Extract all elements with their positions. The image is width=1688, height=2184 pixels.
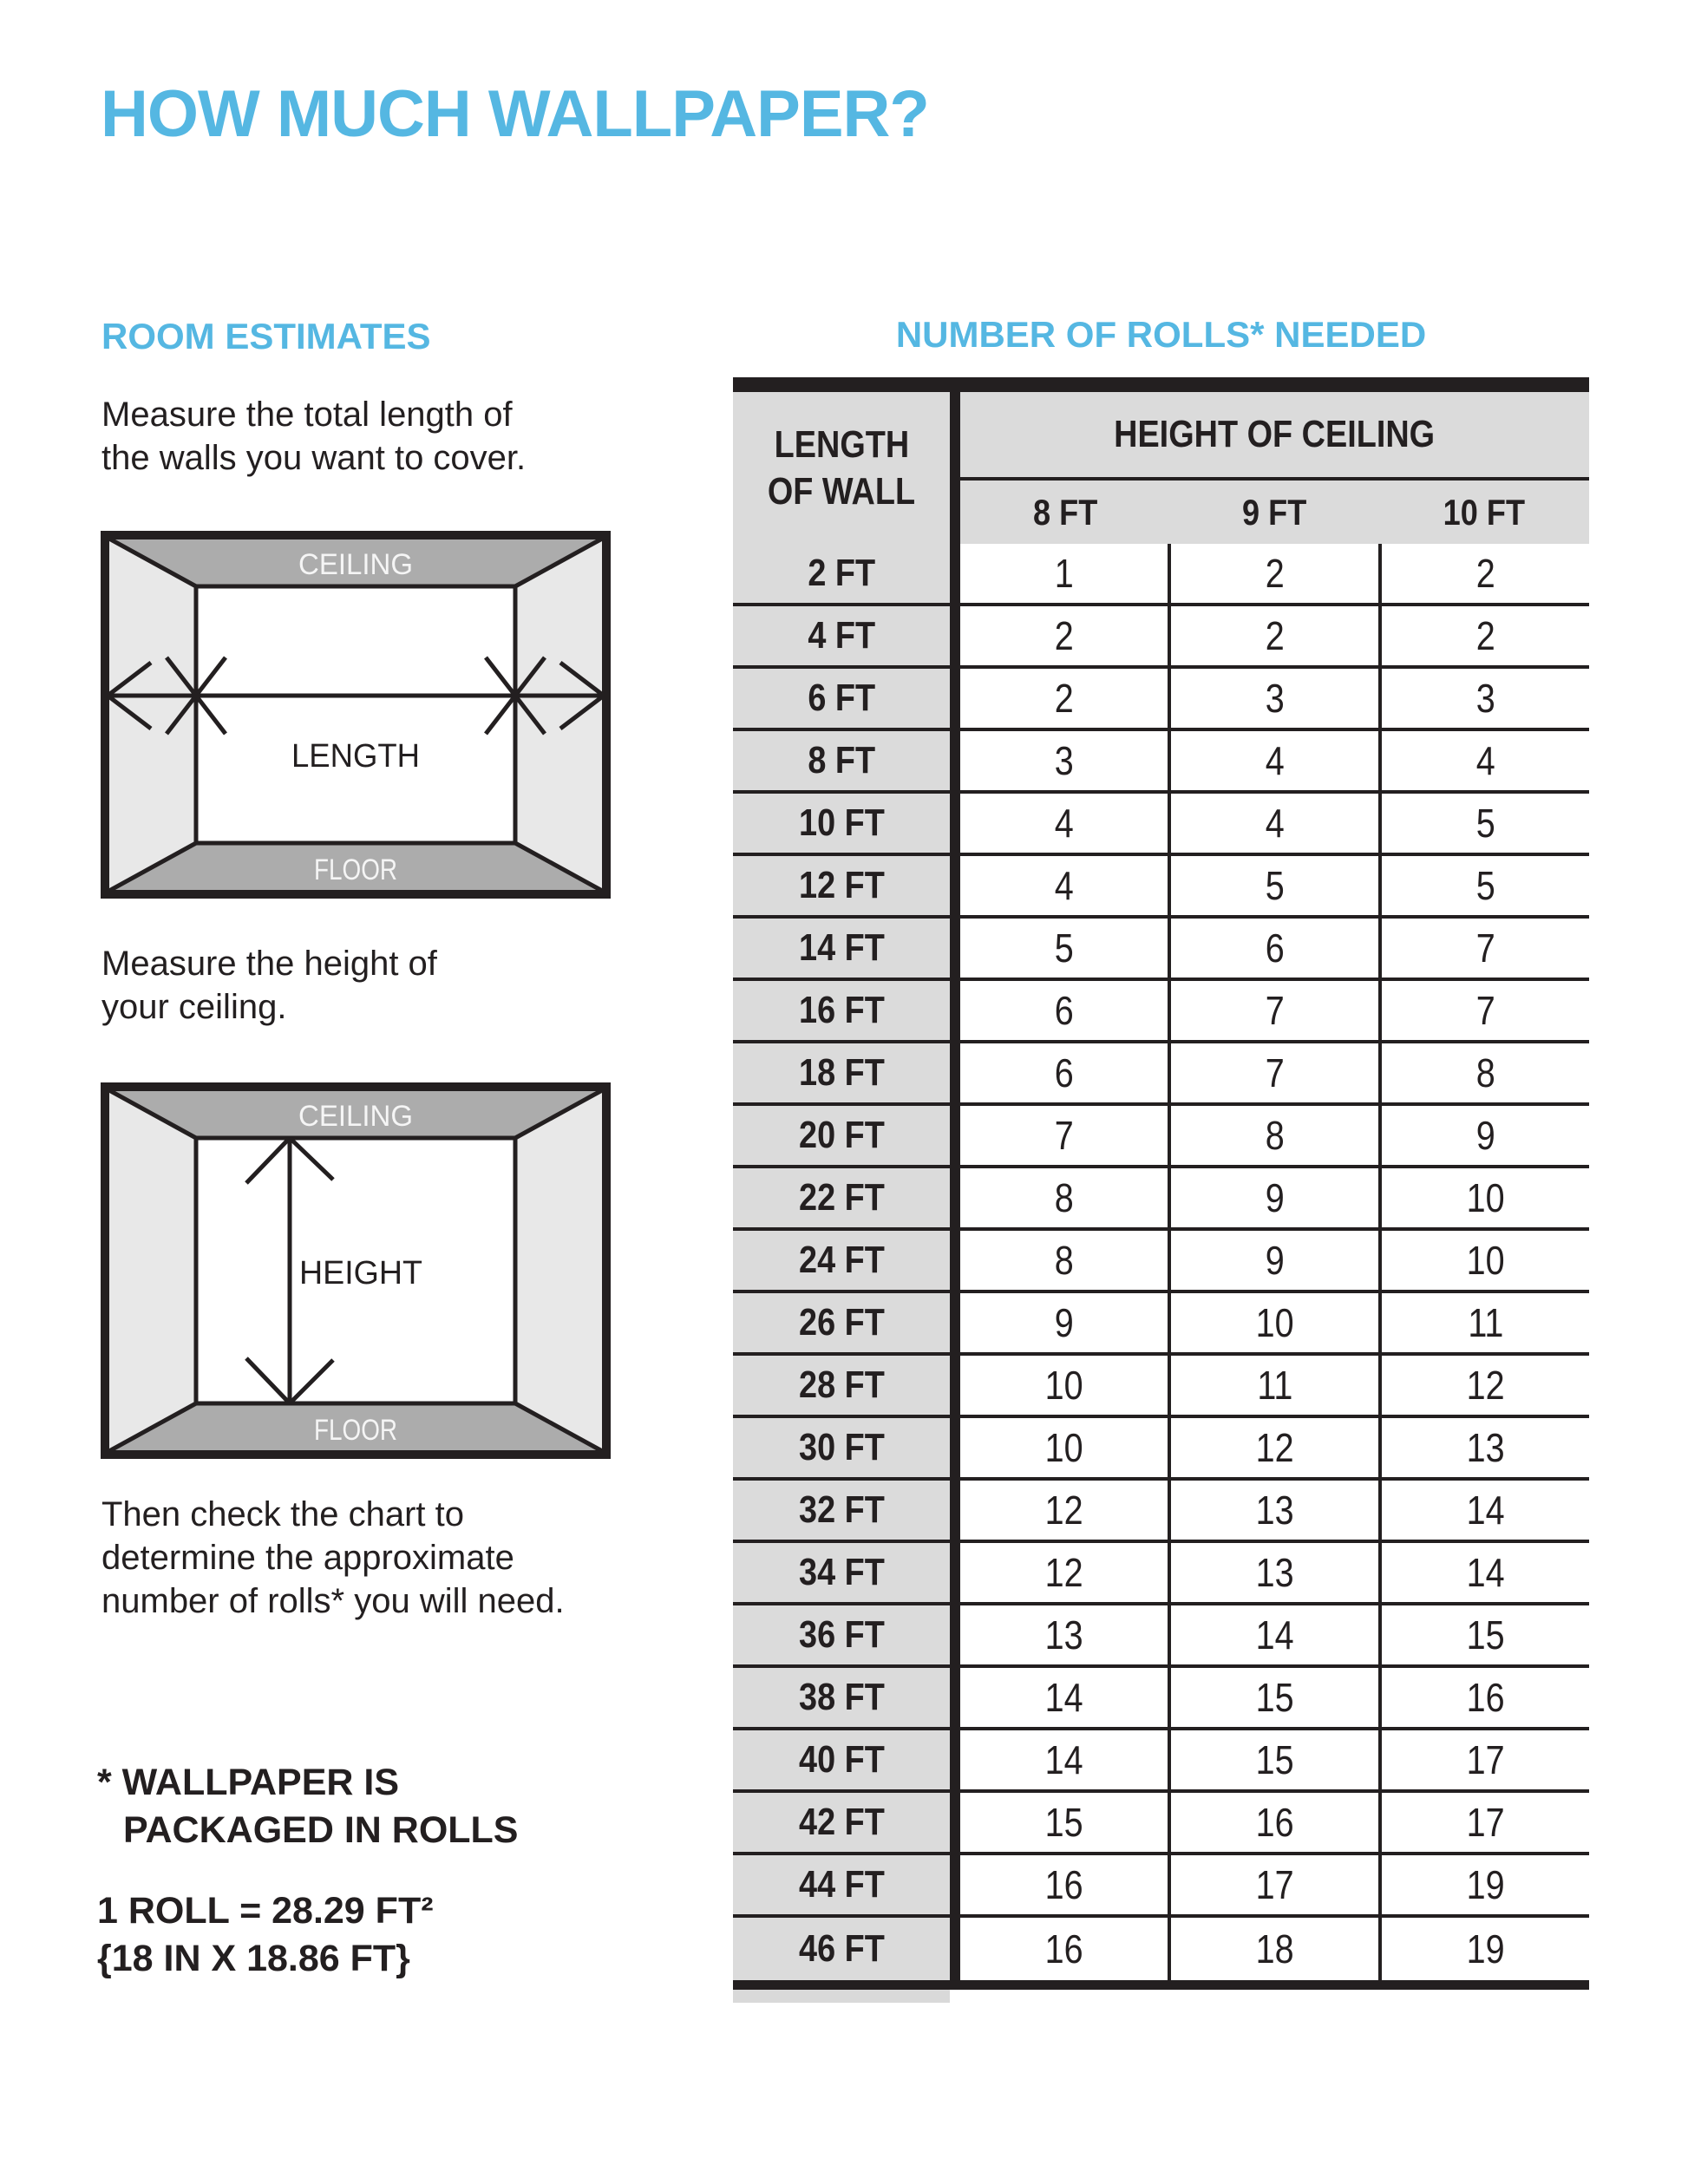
- instruction-length: [101, 393, 526, 480]
- wall-length-cell: 18 FT: [733, 1043, 950, 1102]
- instruction-chart-line2: determine the approximate: [101, 1539, 514, 1577]
- rolls-cell-10ft: 5: [1378, 856, 1589, 915]
- wall-length-cell: 16 FT: [733, 981, 950, 1040]
- wall-length-cell: 12 FT: [733, 856, 950, 915]
- table-row: [733, 1043, 1589, 1106]
- table-row: [733, 981, 1589, 1043]
- rolls-cell-10ft: 19: [1378, 1855, 1589, 1914]
- rolls-cell-8ft: 10: [960, 1356, 1168, 1415]
- instruction-chart-line3: number of rolls* you will need.: [101, 1582, 565, 1620]
- table-vertical-divider: [950, 377, 960, 1990]
- rolls-table: [733, 377, 1589, 2004]
- table-row: [733, 1855, 1589, 1918]
- wall-length-cell: 34 FT: [733, 1543, 950, 1602]
- rolls-cell-9ft: 9: [1168, 1231, 1378, 1290]
- rolls-cell-10ft: 12: [1378, 1356, 1589, 1415]
- rolls-cell-9ft: 7: [1168, 981, 1378, 1040]
- wall-length-cell: 32 FT: [733, 1481, 950, 1540]
- wall-length-cell: 42 FT: [733, 1793, 950, 1852]
- instruction-chart-line1: Then check the chart to: [101, 1495, 465, 1533]
- wall-length-cell: 14 FT: [733, 919, 950, 978]
- wall-length-cell: 22 FT: [733, 1168, 950, 1227]
- table-row: [733, 606, 1589, 669]
- rolls-cell-9ft: 15: [1168, 1730, 1378, 1789]
- rolls-cell-9ft: 14: [1168, 1605, 1378, 1664]
- rolls-cell-10ft: 14: [1378, 1481, 1589, 1540]
- rolls-cell-10ft: 10: [1378, 1168, 1589, 1227]
- rolls-cell-9ft: 5: [1168, 856, 1378, 915]
- rolls-footnote-line2: PACKAGED IN ROLLS: [123, 1809, 519, 1851]
- rolls-footnote-line1: * WALLPAPER IS: [97, 1762, 400, 1803]
- table-row: [733, 1481, 1589, 1543]
- rolls-cell-9ft: 13: [1168, 1543, 1378, 1602]
- rolls-cell-8ft: 10: [960, 1418, 1168, 1477]
- rolls-cell-10ft: 5: [1378, 794, 1589, 853]
- table-row: [733, 1231, 1589, 1293]
- rolls-cell-8ft: 8: [960, 1168, 1168, 1227]
- rolls-cell-8ft: 15: [960, 1793, 1168, 1852]
- rolls-cell-8ft: 6: [960, 981, 1168, 1040]
- rolls-cell-10ft: 14: [1378, 1543, 1589, 1602]
- instruction-height-line2: your ceiling.: [101, 988, 287, 1026]
- rolls-cell-10ft: 17: [1378, 1793, 1589, 1852]
- rolls-cell-9ft: 3: [1168, 669, 1378, 728]
- rolls-cell-10ft: 11: [1378, 1293, 1589, 1352]
- left-wall-face: [108, 1089, 196, 1452]
- rolls-cell-10ft: 15: [1378, 1605, 1589, 1664]
- table-row: [733, 794, 1589, 856]
- rolls-cell-8ft: 3: [960, 731, 1168, 790]
- wall-length-cell: 38 FT: [733, 1668, 950, 1727]
- wall-length-cell: 28 FT: [733, 1356, 950, 1415]
- wall-length-cell: 6 FT: [733, 669, 950, 728]
- table-row: [733, 669, 1589, 731]
- instruction-length-line1: Measure the total length of: [101, 396, 513, 434]
- floor-label: FLOOR: [314, 1414, 397, 1447]
- rolls-cell-9ft: 6: [1168, 919, 1378, 978]
- roll-size-line2: {18 IN X 18.86 FT}: [97, 1938, 410, 1979]
- table-row: [733, 1356, 1589, 1418]
- rolls-cell-8ft: 2: [960, 669, 1168, 728]
- back-wall: [196, 586, 515, 843]
- right-wall-face: [515, 1089, 604, 1452]
- rolls-cell-9ft: 2: [1168, 544, 1378, 603]
- rolls-cell-8ft: 16: [960, 1855, 1168, 1914]
- rolls-cell-8ft: 12: [960, 1481, 1168, 1540]
- table-left-column-stub: [733, 1990, 950, 2003]
- column-10ft: 10 FT: [1443, 491, 1526, 533]
- rolls-cell-8ft: 6: [960, 1043, 1168, 1102]
- wall-length-cell: 26 FT: [733, 1293, 950, 1352]
- rolls-cell-10ft: 2: [1378, 544, 1589, 603]
- wall-length-cell: 30 FT: [733, 1418, 950, 1477]
- table-row: [733, 544, 1589, 606]
- table-row: [733, 1168, 1589, 1231]
- rolls-cell-9ft: 18: [1168, 1918, 1378, 1980]
- rolls-cell-10ft: 2: [1378, 606, 1589, 665]
- column-8ft: 8 FT: [1032, 491, 1097, 533]
- rolls-cell-8ft: 9: [960, 1293, 1168, 1352]
- instruction-length-line2: the walls you want to cover.: [101, 439, 527, 477]
- wall-length-cell: 36 FT: [733, 1605, 950, 1664]
- instruction-height-line1: Measure the height of: [101, 945, 437, 983]
- wall-length-cell: 4 FT: [733, 606, 950, 665]
- table-row: [733, 731, 1589, 794]
- rolls-cell-9ft: 4: [1168, 794, 1378, 853]
- table-row: [733, 1730, 1589, 1793]
- table-row: [733, 856, 1589, 919]
- roll-size-info: [97, 1887, 434, 1983]
- table-row: [733, 1793, 1589, 1855]
- height-label: HEIGHT: [299, 1255, 422, 1291]
- rolls-footnote: [97, 1759, 519, 1854]
- rolls-cell-10ft: 17: [1378, 1730, 1589, 1789]
- instruction-height: [101, 942, 437, 1029]
- table-row: [733, 1605, 1589, 1668]
- rolls-cell-9ft: 8: [1168, 1106, 1378, 1165]
- table-row: [733, 1668, 1589, 1730]
- rolls-cell-8ft: 16: [960, 1918, 1168, 1980]
- rolls-cell-10ft: 16: [1378, 1668, 1589, 1727]
- height-of-ceiling-label: HEIGHT OF CEILING: [1114, 413, 1436, 455]
- rolls-cell-8ft: 2: [960, 606, 1168, 665]
- wall-length-cell: 40 FT: [733, 1730, 950, 1789]
- table-body: [733, 544, 1589, 1980]
- length-label: LENGTH: [291, 738, 420, 775]
- rolls-cell-8ft: 7: [960, 1106, 1168, 1165]
- wall-length-cell: 24 FT: [733, 1231, 950, 1290]
- rolls-cell-10ft: 13: [1378, 1418, 1589, 1477]
- rolls-cell-9ft: 13: [1168, 1481, 1378, 1540]
- ceiling-height-columns: [960, 481, 1589, 544]
- room-length-diagram: [101, 531, 611, 899]
- room-estimates-heading: ROOM ESTIMATES: [101, 316, 431, 356]
- rolls-cell-9ft: 17: [1168, 1855, 1378, 1914]
- instruction-chart: [101, 1493, 565, 1623]
- rolls-cell-8ft: 8: [960, 1231, 1168, 1290]
- table-row: [733, 1543, 1589, 1605]
- rolls-cell-8ft: 12: [960, 1543, 1168, 1602]
- rolls-cell-9ft: 11: [1168, 1356, 1378, 1415]
- rolls-cell-9ft: 9: [1168, 1168, 1378, 1227]
- table-top-border: [733, 377, 1589, 392]
- rolls-cell-10ft: 7: [1378, 981, 1589, 1040]
- length-of-wall-header: [733, 392, 950, 544]
- rolls-cell-10ft: 4: [1378, 731, 1589, 790]
- table-row: [733, 919, 1589, 981]
- wall-length-cell: 20 FT: [733, 1106, 950, 1165]
- rolls-cell-10ft: 3: [1378, 669, 1589, 728]
- rolls-cell-8ft: 14: [960, 1730, 1168, 1789]
- rolls-needed-heading: NUMBER OF ROLLS* NEEDED: [895, 314, 1427, 355]
- rolls-cell-8ft: 1: [960, 544, 1168, 603]
- room-height-diagram: [101, 1082, 611, 1459]
- rolls-cell-8ft: 5: [960, 919, 1168, 978]
- rolls-cell-9ft: 7: [1168, 1043, 1378, 1102]
- rolls-cell-8ft: 4: [960, 794, 1168, 853]
- rolls-cell-9ft: 15: [1168, 1668, 1378, 1727]
- rolls-cell-8ft: 13: [960, 1605, 1168, 1664]
- rolls-cell-10ft: 7: [1378, 919, 1589, 978]
- rolls-cell-9ft: 16: [1168, 1793, 1378, 1852]
- rolls-cell-10ft: 19: [1378, 1918, 1589, 1980]
- rolls-cell-10ft: 10: [1378, 1231, 1589, 1290]
- rolls-cell-10ft: 8: [1378, 1043, 1589, 1102]
- page-title: HOW MUCH WALLPAPER?: [101, 77, 929, 151]
- floor-label: FLOOR: [314, 853, 397, 886]
- ceiling-label: CEILING: [298, 1100, 413, 1133]
- table-row: [733, 1418, 1589, 1481]
- ceiling-label: CEILING: [298, 548, 413, 581]
- rolls-cell-9ft: 4: [1168, 731, 1378, 790]
- rolls-cell-9ft: 10: [1168, 1293, 1378, 1352]
- rolls-cell-9ft: 2: [1168, 606, 1378, 665]
- rolls-cell-8ft: 14: [960, 1668, 1168, 1727]
- roll-size-line1: 1 ROLL = 28.29 FT²: [97, 1890, 434, 1932]
- wall-length-cell: 46 FT: [733, 1918, 950, 1980]
- rolls-cell-10ft: 9: [1378, 1106, 1589, 1165]
- length-of-wall-line1: LENGTH: [774, 422, 909, 466]
- wall-length-cell: 10 FT: [733, 794, 950, 853]
- column-9ft: 9 FT: [1242, 491, 1307, 533]
- wall-length-cell: 44 FT: [733, 1855, 950, 1914]
- table-row: [733, 1106, 1589, 1168]
- wall-length-cell: 8 FT: [733, 731, 950, 790]
- height-of-ceiling-header: [960, 392, 1589, 544]
- table-bottom-border: [733, 1980, 1589, 1990]
- table-row: [733, 1293, 1589, 1356]
- rolls-cell-8ft: 4: [960, 856, 1168, 915]
- wall-length-cell: 2 FT: [733, 544, 950, 603]
- rolls-cell-9ft: 12: [1168, 1418, 1378, 1477]
- length-of-wall-line2: OF WALL: [767, 469, 916, 513]
- table-row: [733, 1918, 1589, 1980]
